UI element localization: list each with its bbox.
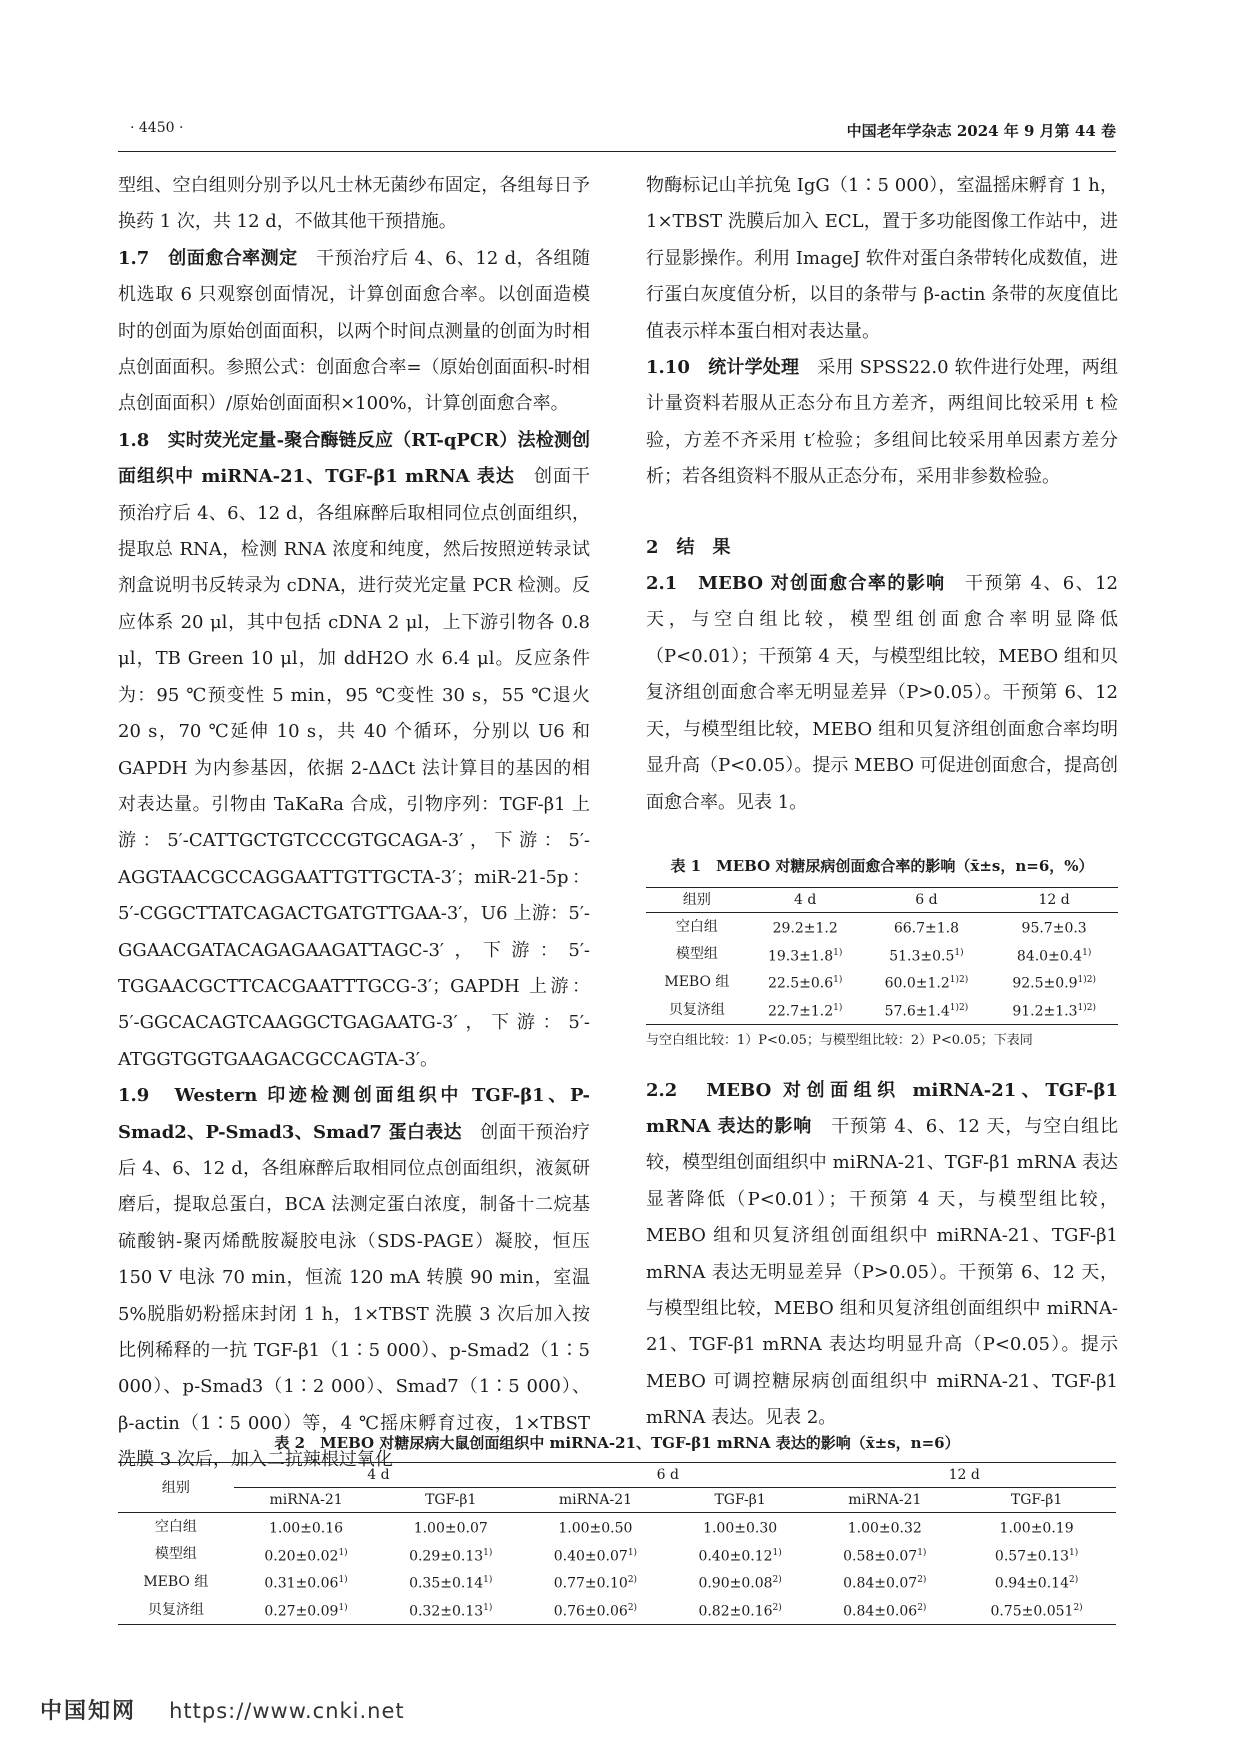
cnki-logo: 中国知网 [40, 1699, 137, 1724]
section-1-9 [118, 1078, 590, 1478]
value-cell: $0.35\pm 0.14^{1)}$ [409, 1575, 493, 1592]
group-cell: 贝复济组 [668, 1001, 725, 1018]
value-cell: $0.58\pm 0.07^{1)}$ [843, 1547, 927, 1565]
table-1-header-cell: 组别 [682, 891, 711, 908]
value-cell: $0.94\pm 0.14^{2)}$ [994, 1575, 1079, 1592]
intro-paragraph: 型组、空白组则分别予以凡士林无菌纱布固定，各组每日予换药 1 次，共 12 d，不做其他干预措施。 [118, 175, 590, 233]
section-2-1-body: 干预第 4、6、12 天，与空白组比较，模型组创面愈合率明显降低（P<0.01）；干预第 4 天，与模型组比较，MEBO 组和贝复济组创面愈合率无明显差异（P>0.05）。干预第 6、12 天，与模型组比较，MEBO 组和贝复济组创面愈合率均明显升高（P<0.05）。提示 MEBO 可促进创面愈合，提高创面愈合率。见表 1。 [646, 573, 1119, 813]
section-1-7-body: 干预治疗后 4、6、12 d，各组随机选取 6 只观察创面情况，计算创面愈合率。以创面造模时的创面为原始创面面积，以两个时间点测量的创面为时相点创面面积。参照公式：创面愈合率=（原始创面面积-时相点创面面积）/原始创面面积×100%，计算创面愈合率。 [118, 247, 590, 415]
continued-paragraph: 物酶标记山羊抗兔 IgG（1∶5 000），室温摇床孵育 1 h，1×TBST 洗膜后加入 ECL，置于多功能图像工作站中，进行显影操作。利用 ImageJ 软件对蛋白条带转化成数值，进行蛋白灰度值分析，以目的条带与 β-actin 条带的灰度值比值表示样本蛋白相对表达量。 [646, 175, 1118, 342]
table-2-subheader: TGF-β1 [425, 1492, 477, 1508]
value-cell: $0.75\pm 0.051^{2)}$ [990, 1602, 1083, 1620]
section-1-8 [118, 423, 590, 1078]
table-1-header-cell: 6 d [915, 891, 938, 908]
table-row [646, 941, 1118, 969]
value-cell: $0.40\pm 0.07^{1)}$ [553, 1547, 638, 1565]
group-cell: 空白组 [675, 918, 718, 935]
value-cell: $0.31\pm 0.06^{1)}$ [264, 1575, 348, 1592]
value-cell: $0.27\pm 0.09^{1)}$ [264, 1602, 348, 1620]
table-row [646, 968, 1118, 996]
value-cell: $0.40\pm 0.12^{1)}$ [698, 1547, 782, 1565]
left-column [118, 168, 590, 1479]
value-cell: 95.7±0.3 [1021, 920, 1087, 937]
value-cell: $0.77\pm 0.10^{2)}$ [553, 1575, 638, 1592]
table-2-day-header: 4 d [234, 1463, 523, 1488]
section-1-9-heading: 1.9 Western 印迹检测创面组织中 TGF-β1、P-Smad2、P-Smad3、Smad7 蛋白表达 [118, 1085, 590, 1143]
value-cell: $0.90\pm 0.08^{2)}$ [698, 1575, 782, 1592]
table-2-day-header: 12 d [812, 1463, 1116, 1488]
page-number: · 4450 · [130, 120, 184, 136]
section-1-8-heading: 1.8 实时荧光定量-聚合酶链反应（RT-qPCR）法检测创面组织中 miRNA-21、TGF-β1 mRNA 表达 [118, 429, 590, 488]
value-cell: 66.7±1.8 [893, 920, 960, 937]
table-1-header-row [646, 887, 1118, 912]
value-cell: $60.0\pm 1.2^{1)2)}$ [884, 975, 969, 992]
table-row [646, 996, 1118, 1024]
page-header [130, 120, 1116, 144]
table-2-subheader: miRNA-21 [848, 1492, 922, 1508]
table-2-subheader-row [118, 1488, 1116, 1513]
table-2-day-header: 6 d [523, 1463, 812, 1488]
value-cell: $91.2\pm 1.3^{1)2)}$ [1012, 1002, 1096, 1020]
table-row [646, 912, 1118, 940]
group-cell: MEBO 组 [664, 974, 730, 991]
section-1-10-heading: 1.10 统计学处理 [646, 357, 800, 379]
value-cell: $57.6\pm 1.4^{1)2)}$ [884, 1002, 969, 1020]
section-2-2-body: 干预第 4、6、12 天，与空白组比较，模型组创面组织中 miRNA-21、TGF-β1 mRNA 表达显著降低（P<0.01）；干预第 4 天，与模型组比较，MEBO 组和贝复济组创面组织中 miRNA-21、TGF-β1 mRNA 表达无明显差异（P>0.05）。干预第 6、12 天，与模型组比较，MEBO 组和贝复济组创面组织中 miRNA-21、TGF-β1 mRNA 表达均明显升高（P<0.05）。提示 MEBO 可调控糖尿病创面组织中 miRNA-21、TGF-β1 mRNA 表达。见表 2。 [646, 1115, 1118, 1429]
value-cell: $0.32\pm 0.13^{1)}$ [409, 1602, 493, 1620]
value-cell: 1.00±0.30 [703, 1520, 778, 1537]
value-cell: 1.00±0.32 [847, 1520, 922, 1537]
section-1-10-body: 采用 SPSS22.0 软件进行处理，两组计量资料若服从正态分布且方差齐，两组间比较采用 t 检验，方差不齐采用 t′检验；多组间比较采用单因素方差分析；若各组资料不服从正态分布，采用非参数检验。 [646, 357, 1118, 488]
table-2 [118, 1432, 1116, 1625]
section-2-1-heading: 2.1 MEBO 对创面愈合率的影响 [646, 573, 946, 595]
value-cell: $0.84\pm 0.07^{2)}$ [843, 1575, 927, 1592]
value-cell: $22.5\pm 0.6^{1)}$ [767, 975, 843, 992]
table-1-note: 与空白组比较：1）P<0.05；与模型组比较：2）P<0.05；下表同 [646, 1032, 1033, 1048]
value-cell: $84.0\pm 0.4^{1)}$ [1016, 947, 1092, 965]
value-cell: $0.57\pm 0.13^{1)}$ [994, 1547, 1079, 1565]
section-2-2-heading: 2.2 MEBO 对创面组织 miRNA-21、TGF-β1 mRNA 表达的影响 [646, 1079, 1118, 1137]
table-1-header-cell: 4 d [794, 891, 817, 908]
section-1-9-body: 创面干预治疗后 4、6、12 d，各组麻醉后取相同位点创面组织，液氮研磨后，提取总蛋白，BCA 法测定蛋白浓度，制备十二烷基硫酸钠-聚丙烯酰胺凝胶电泳（SDS-PAGE）凝胶，恒压 150 V 电泳 70 min，恒流 120 mA 转膜 90 min，室温 5%脱脂奶粉摇床封闭 1 h，1×TBST 洗膜 3 次后加入按比例稀释的一抗 TGF-β1（1∶5 000）、p-Smad2（1∶5 000）、p-Smad3（1∶2 000）、Smad7（1∶5 000）、β-actin（1∶5 000）等，4 ℃摇床孵育过夜，1×TBST 洗膜 3 次后，加入二抗辣根过氧化 [118, 1121, 591, 1471]
section-1-7 [118, 241, 590, 423]
table-row [118, 1568, 1116, 1596]
table-2-group-header: 组别 [161, 1479, 190, 1496]
table-1-header-cell: 12 d [1038, 891, 1070, 908]
group-cell: 模型组 [154, 1546, 197, 1563]
table-row [118, 1513, 1116, 1541]
value-cell: $0.29\pm 0.13^{1)}$ [409, 1547, 493, 1565]
group-cell: 模型组 [675, 946, 718, 963]
table-1-grid [646, 887, 1118, 1025]
section-1-10 [646, 350, 1118, 496]
header-divider [118, 151, 1116, 152]
value-cell: 1.00±0.19 [999, 1520, 1074, 1537]
table-1-title: 表 1 MEBO 对糖尿病创面愈合率的影响（x̄±s，n=6，%） [670, 856, 1094, 875]
journal-info: 中国老年学杂志 2024 年 9 月第 44 卷 [846, 122, 1116, 140]
table-2-subheader: miRNA-21 [558, 1492, 633, 1508]
value-cell: $0.20\pm 0.02^{1)}$ [264, 1547, 348, 1565]
section-1-7-heading: 1.7 创面愈合率测定 [118, 247, 298, 269]
value-cell: 1.00±0.16 [269, 1520, 344, 1537]
group-cell: 贝复济组 [147, 1601, 204, 1618]
table-row [118, 1541, 1116, 1569]
table-2-title: 表 2 MEBO 对糖尿病大鼠创面组织中 miRNA-21、TGF-β1 mRNA 表达的影响（x̄±s，n=6） [274, 1434, 960, 1452]
value-cell: 1.00±0.50 [558, 1520, 633, 1537]
section-2-1 [646, 566, 1118, 821]
group-cell: 空白组 [154, 1518, 197, 1535]
value-cell: 29.2±1.2 [772, 920, 838, 937]
table-2-subheader: TGF-β1 [1010, 1492, 1063, 1508]
value-cell: $51.3\pm 0.5^{1)}$ [889, 947, 964, 965]
group-cell: MEBO 组 [143, 1574, 209, 1591]
section-2-2 [646, 1073, 1118, 1437]
value-cell: $22.7\pm 1.2^{1)}$ [767, 1002, 843, 1020]
value-cell: 1.00±0.07 [413, 1520, 488, 1537]
value-cell: $19.3\pm 1.8^{1)}$ [767, 947, 843, 965]
table-1 [646, 855, 1118, 1051]
table-row [118, 1596, 1116, 1624]
table-2-subheader: miRNA-21 [269, 1492, 343, 1508]
section-1-8-body: 创面干预治疗后 4、6、12 d，各组麻醉后取相同位点创面组织，提取总 RNA，检测 RNA 浓度和纯度，然后按照逆转录试剂盒说明书反转录为 cDNA，进行荧光定量 PCR 检测。反应体系 20 μl，其中包括 cDNA 2 μl，上下游引物各 0.8 μl，TB Green 10 μl，加 ddH2O 水 6.4 μl。反应条件为：95 ℃预变性 5 min，95 ℃变性 30 s，55 ℃退火 20 s，70 ℃延伸 10 s，共 40 个循环，分别以 U6 和 GAPDH 为内参基因，依据 2-ΔΔCt 法计算目的基因的相对表达量。引物由 TaKaRa 合成，引物序列：TGF-β1 上游：5′-CATTGCTGTCCCGTGCAGA-3′，下游：5′-AGGTAACGCCAGGAATTGTTGCTA-3′；miR-21-5p：5′-CGGCTTATCAGACTGATGTTGAA-3′，U6 上游：5′-GGAACGATACAGAGAAGATTAGC-3′，下游：5′-TGGAACGCTTCACGAATTTGCG-3′；GAPDH 上游：5′-GGCACAGTCAAGGCTGAGAATG-3′，下游：5′-ATGGTGGTGAAGACGCCAGTA-3′。 [118, 466, 591, 1070]
results-heading: 2 结 果 [646, 536, 731, 558]
table-2-header-row [118, 1463, 1116, 1488]
value-cell: $0.76\pm 0.06^{2)}$ [553, 1602, 638, 1620]
right-column [646, 168, 1118, 1437]
table-2-subheader: TGF-β1 [714, 1492, 766, 1508]
table-2-grid [118, 1462, 1116, 1625]
cnki-url[interactable]: https://www.cnki.net [169, 1699, 405, 1723]
value-cell: $0.84\pm 0.06^{2)}$ [843, 1602, 927, 1620]
value-cell: $0.82\pm 0.16^{2)}$ [698, 1602, 782, 1620]
value-cell: $92.5\pm 0.9^{1)2)}$ [1012, 975, 1096, 992]
cnki-footer [40, 1694, 405, 1725]
